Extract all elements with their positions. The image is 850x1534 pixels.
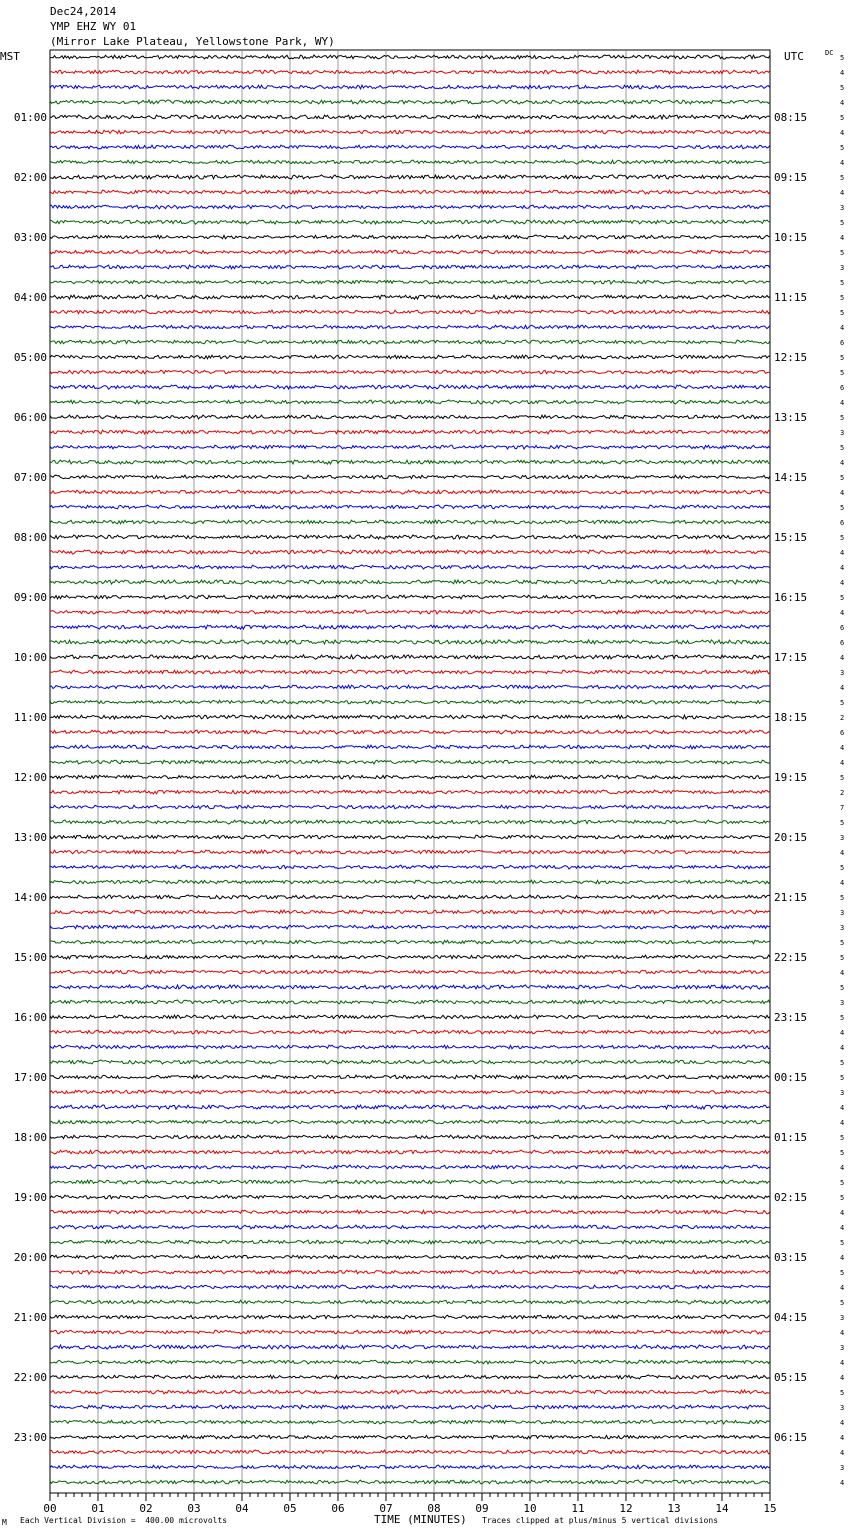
right-hour-label: 14:15 xyxy=(774,471,808,484)
seismic-trace xyxy=(50,1090,770,1094)
seismic-trace xyxy=(50,1135,770,1139)
x-tick-label: 14 xyxy=(715,1502,729,1515)
left-hour-label: 20:00 xyxy=(13,1251,47,1264)
dc-value: 4 xyxy=(840,1419,845,1427)
seismic-trace xyxy=(50,1240,770,1244)
seismic-trace xyxy=(50,970,770,974)
left-hour-label: 07:00 xyxy=(13,471,47,484)
dc-value: 4 xyxy=(840,969,845,977)
dc-value: 4 xyxy=(840,1254,845,1262)
dc-value: 3 xyxy=(840,669,845,677)
left-hour-label: 03:00 xyxy=(13,231,47,244)
seismic-trace xyxy=(50,295,770,299)
seismic-trace xyxy=(50,1195,770,1199)
right-hour-label: 04:15 xyxy=(774,1311,808,1324)
seismic-trace xyxy=(50,880,770,884)
seismic-trace xyxy=(50,115,770,119)
time-axis xyxy=(43,1493,776,1515)
dc-value: 3 xyxy=(840,429,845,437)
right-hour-label: 21:15 xyxy=(774,891,808,904)
dc-value: 5 xyxy=(840,1269,845,1277)
dc-value: 4 xyxy=(840,189,845,197)
seismic-trace xyxy=(50,670,770,674)
dc-value: 5 xyxy=(840,54,845,62)
dc-value: 4 xyxy=(840,579,845,587)
dc-value: 5 xyxy=(840,1194,845,1202)
x-tick-label: 04 xyxy=(235,1502,249,1515)
seismic-trace xyxy=(50,310,770,314)
dc-value: 5 xyxy=(840,594,845,602)
left-hour-label: 21:00 xyxy=(13,1311,47,1324)
dc-value: 3 xyxy=(840,204,845,212)
dc-value: 6 xyxy=(840,384,845,392)
right-hour-label: 09:15 xyxy=(774,171,808,184)
dc-value: 5 xyxy=(840,1239,845,1247)
left-hour-label: 13:00 xyxy=(13,831,47,844)
dc-value: 4 xyxy=(840,399,845,407)
left-timezone-label: MST xyxy=(0,50,20,63)
dc-value: 4 xyxy=(840,1224,845,1232)
dc-value: 5 xyxy=(840,864,845,872)
x-tick-label: 13 xyxy=(667,1502,681,1515)
dc-value: 3 xyxy=(840,999,845,1007)
dc-value: 4 xyxy=(840,564,845,572)
left-hour-label: 09:00 xyxy=(13,591,47,604)
dc-value: 4 xyxy=(840,234,845,242)
dc-value: 4 xyxy=(840,1029,845,1037)
dc-value: 5 xyxy=(840,414,845,422)
x-tick-label: 00 xyxy=(43,1502,57,1515)
right-hour-label: 05:15 xyxy=(774,1371,808,1384)
seismic-trace xyxy=(50,775,770,779)
dc-value: 4 xyxy=(840,1104,845,1112)
left-hour-label: 06:00 xyxy=(13,411,47,424)
seismic-trace xyxy=(50,100,770,104)
right-hour-label: 08:15 xyxy=(774,111,808,124)
dc-value: 4 xyxy=(840,1119,845,1127)
right-hour-label: 15:15 xyxy=(774,531,808,544)
right-hour-label: 01:15 xyxy=(774,1131,808,1144)
dc-value: 5 xyxy=(840,1179,845,1187)
seismic-trace xyxy=(50,685,770,689)
x-tick-label: 08 xyxy=(427,1502,441,1515)
seismic-trace xyxy=(50,655,770,659)
dc-value: 4 xyxy=(840,159,845,167)
dc-value: 4 xyxy=(840,129,845,137)
seismic-trace xyxy=(50,415,770,419)
dc-value: 4 xyxy=(840,759,845,767)
dc-value: 5 xyxy=(840,1134,845,1142)
dc-value: 4 xyxy=(840,69,845,77)
dc-value: 4 xyxy=(840,1209,845,1217)
dc-value: 5 xyxy=(840,444,845,452)
seismic-trace xyxy=(50,190,770,194)
seismic-trace xyxy=(50,1300,770,1304)
seismic-trace xyxy=(50,1225,770,1229)
dc-value: 3 xyxy=(840,909,845,917)
dc-value: 3 xyxy=(840,1464,845,1472)
dc-value: 5 xyxy=(840,219,845,227)
left-hour-label: 08:00 xyxy=(13,531,47,544)
dc-value: 4 xyxy=(840,489,845,497)
dc-value: 5 xyxy=(840,279,845,287)
dc-value: 4 xyxy=(840,1449,845,1457)
seismic-trace xyxy=(50,925,770,929)
seismic-trace xyxy=(50,1405,770,1409)
seismic-trace xyxy=(50,700,770,704)
seismic-trace xyxy=(50,1375,770,1379)
left-hour-label: 11:00 xyxy=(13,711,47,724)
left-hour-label: 01:00 xyxy=(13,111,47,124)
seismic-trace xyxy=(50,1420,770,1424)
dc-value: 5 xyxy=(840,1149,845,1157)
seismic-trace xyxy=(50,1030,770,1034)
seismic-trace xyxy=(50,205,770,209)
seismic-trace xyxy=(50,1255,770,1259)
x-tick-label: 05 xyxy=(283,1502,297,1515)
dc-value: 6 xyxy=(840,339,845,347)
dc-value: 4 xyxy=(840,549,845,557)
seismic-trace xyxy=(50,730,770,734)
seismic-trace xyxy=(50,1450,770,1454)
right-hour-label: 12:15 xyxy=(774,351,808,364)
dc-value: 5 xyxy=(840,699,845,707)
dc-header-label: DC xyxy=(825,49,834,57)
seismic-trace xyxy=(50,1000,770,1004)
left-hour-label: 16:00 xyxy=(13,1011,47,1024)
seismic-trace xyxy=(50,745,770,749)
dc-value: 5 xyxy=(840,774,845,782)
right-hour-label: 02:15 xyxy=(774,1191,808,1204)
seismic-trace xyxy=(50,70,770,74)
seismic-trace xyxy=(50,460,770,464)
dc-value: 6 xyxy=(840,639,845,647)
right-hour-label: 10:15 xyxy=(774,231,808,244)
dc-value: 3 xyxy=(840,1089,845,1097)
dc-value: 4 xyxy=(840,849,845,857)
left-hour-label: 23:00 xyxy=(13,1431,47,1444)
dc-value: 5 xyxy=(840,1014,845,1022)
dc-value: 5 xyxy=(840,1059,845,1067)
left-hour-label: 12:00 xyxy=(13,771,47,784)
dc-value: 6 xyxy=(840,624,845,632)
dc-value: 4 xyxy=(840,879,845,887)
dc-value: 5 xyxy=(840,294,845,302)
dc-value: 3 xyxy=(840,1344,845,1352)
left-hour-label: 19:00 xyxy=(13,1191,47,1204)
dc-value: 4 xyxy=(840,1479,845,1487)
dc-value: 4 xyxy=(840,1284,845,1292)
seismic-trace xyxy=(50,1045,770,1049)
seismic-trace xyxy=(50,835,770,839)
seismic-trace xyxy=(50,475,770,479)
left-hour-label: 22:00 xyxy=(13,1371,47,1384)
dc-value: 5 xyxy=(840,84,845,92)
seismic-trace xyxy=(50,1480,770,1484)
right-timezone-label: UTC xyxy=(784,50,804,63)
seismic-trace xyxy=(50,1165,770,1169)
seismic-trace xyxy=(50,595,770,599)
seismic-trace xyxy=(50,715,770,719)
dc-value: 5 xyxy=(840,534,845,542)
seismic-trace xyxy=(50,1390,770,1394)
dc-value: 5 xyxy=(840,1299,845,1307)
seismic-trace xyxy=(50,325,770,329)
right-hour-label: 23:15 xyxy=(774,1011,808,1024)
seismic-trace xyxy=(50,385,770,389)
seismic-trace xyxy=(50,940,770,944)
x-tick-label: 12 xyxy=(619,1502,633,1515)
dc-value: 5 xyxy=(840,309,845,317)
left-hour-label: 02:00 xyxy=(13,171,47,184)
seismic-trace xyxy=(50,145,770,149)
seismic-trace xyxy=(50,760,770,764)
dc-value: 4 xyxy=(840,684,845,692)
seismic-trace xyxy=(50,1105,770,1109)
seismic-trace xyxy=(50,955,770,959)
right-hour-label: 03:15 xyxy=(774,1251,808,1264)
dc-value: 3 xyxy=(840,264,845,272)
seismic-trace xyxy=(50,805,770,809)
left-hour-label: 18:00 xyxy=(13,1131,47,1144)
dc-value: 7 xyxy=(840,804,845,812)
dc-value: 4 xyxy=(840,459,845,467)
seismic-trace xyxy=(50,1075,770,1079)
seismic-trace xyxy=(50,820,770,824)
date-label: Dec24,2014 xyxy=(50,5,117,18)
seismic-trace xyxy=(50,1060,770,1064)
clip-label: Traces clipped at plus/minus 5 vertical divisions xyxy=(482,1516,719,1525)
dc-value: 2 xyxy=(840,789,845,797)
seismic-trace xyxy=(50,1345,770,1349)
dc-value: 3 xyxy=(840,1314,845,1322)
seismic-trace xyxy=(50,85,770,89)
seismic-trace xyxy=(50,235,770,239)
dc-values xyxy=(840,54,844,1487)
seismic-trace xyxy=(50,280,770,284)
dc-value: 5 xyxy=(840,1389,845,1397)
dc-value: 4 xyxy=(840,1374,845,1382)
seismic-trace xyxy=(50,55,770,59)
dc-value: 5 xyxy=(840,984,845,992)
seismic-trace xyxy=(50,1435,770,1439)
seismic-trace xyxy=(50,1270,770,1274)
dc-value: 4 xyxy=(840,744,845,752)
right-hour-label: 18:15 xyxy=(774,711,808,724)
dc-value: 4 xyxy=(840,1044,845,1052)
seismic-trace xyxy=(50,1210,770,1214)
seismic-trace xyxy=(50,520,770,524)
dc-value: 2 xyxy=(840,714,845,722)
seismic-trace xyxy=(50,580,770,584)
dc-value: 4 xyxy=(840,609,845,617)
dc-value: 5 xyxy=(840,819,845,827)
seismic-trace xyxy=(50,610,770,614)
seismic-trace xyxy=(50,895,770,899)
seismic-trace xyxy=(50,865,770,869)
dc-value: 5 xyxy=(840,144,845,152)
dc-value: 5 xyxy=(840,1074,845,1082)
left-hour-label: 14:00 xyxy=(13,891,47,904)
dc-value: 4 xyxy=(840,324,845,332)
seismic-trace xyxy=(50,1180,770,1184)
dc-value: 5 xyxy=(840,504,845,512)
seismic-trace xyxy=(50,1120,770,1124)
x-axis-label: TIME (MINUTES) xyxy=(374,1513,467,1526)
seismic-trace xyxy=(50,130,770,134)
right-hour-label: 17:15 xyxy=(774,651,808,664)
right-hour-label: 22:15 xyxy=(774,951,808,964)
right-hour-label: 16:15 xyxy=(774,591,808,604)
seismic-trace xyxy=(50,910,770,914)
x-tick-label: 11 xyxy=(571,1502,585,1515)
seismic-trace xyxy=(50,175,770,179)
dc-value: 5 xyxy=(840,354,845,362)
dc-value: 5 xyxy=(840,174,845,182)
seismic-trace xyxy=(50,1015,770,1019)
seismic-trace xyxy=(50,445,770,449)
seismic-trace xyxy=(50,1285,770,1289)
dc-value: 5 xyxy=(840,939,845,947)
left-hour-label: 10:00 xyxy=(13,651,47,664)
seismic-trace xyxy=(50,550,770,554)
seismic-trace xyxy=(50,1465,770,1469)
dc-value: 5 xyxy=(840,114,845,122)
footer-mark: M xyxy=(2,1518,7,1527)
x-tick-label: 09 xyxy=(475,1502,489,1515)
seismic-trace xyxy=(50,985,770,989)
dc-value: 4 xyxy=(840,1329,845,1337)
seismic-trace xyxy=(50,160,770,164)
dc-value: 5 xyxy=(840,474,845,482)
seismic-trace xyxy=(50,640,770,644)
dc-value: 4 xyxy=(840,1434,845,1442)
x-tick-label: 07 xyxy=(379,1502,393,1515)
seismic-trace xyxy=(50,790,770,794)
seismic-trace xyxy=(50,1330,770,1334)
right-hour-label: 06:15 xyxy=(774,1431,808,1444)
x-tick-label: 06 xyxy=(331,1502,345,1515)
x-tick-label: 15 xyxy=(763,1502,777,1515)
station-label: YMP EHZ WY 01 xyxy=(50,20,137,33)
left-hour-label: 04:00 xyxy=(13,291,47,304)
seismic-trace xyxy=(50,490,770,494)
dc-value: 5 xyxy=(840,954,845,962)
scale-label: Each Vertical Division = 400.00 microvolts xyxy=(20,1516,228,1525)
right-hour-label: 13:15 xyxy=(774,411,808,424)
dc-value: 4 xyxy=(840,99,845,107)
left-hour-label: 05:00 xyxy=(13,351,47,364)
seismic-trace xyxy=(50,535,770,539)
dc-value: 6 xyxy=(840,519,845,527)
seismic-trace xyxy=(50,265,770,269)
right-hour-label: 11:15 xyxy=(774,291,808,304)
left-hour-label: 15:00 xyxy=(13,951,47,964)
dc-value: 4 xyxy=(840,1164,845,1172)
dc-value: 4 xyxy=(840,654,845,662)
dc-value: 6 xyxy=(840,729,845,737)
seismic-trace xyxy=(50,1360,770,1364)
seismic-trace xyxy=(50,340,770,344)
dc-value: 5 xyxy=(840,249,845,257)
right-hour-label: 20:15 xyxy=(774,831,808,844)
seismic-trace xyxy=(50,430,770,434)
dc-value: 5 xyxy=(840,894,845,902)
dc-value: 3 xyxy=(840,924,845,932)
seismic-trace xyxy=(50,505,770,509)
seismic-trace xyxy=(50,400,770,404)
x-tick-label: 01 xyxy=(91,1502,105,1515)
left-hour-label: 17:00 xyxy=(13,1071,47,1084)
seismic-trace xyxy=(50,1150,770,1154)
seismic-trace xyxy=(50,355,770,359)
x-tick-label: 02 xyxy=(139,1502,153,1515)
seismic-trace xyxy=(50,1315,770,1319)
trace-lines xyxy=(50,55,770,1484)
seismic-trace xyxy=(50,565,770,569)
dc-value: 5 xyxy=(840,369,845,377)
dc-value: 3 xyxy=(840,1404,845,1412)
right-hour-label: 00:15 xyxy=(774,1071,808,1084)
location-label: (Mirror Lake Plateau, Yellowstone Park, WY) xyxy=(50,35,335,48)
dc-value: 3 xyxy=(840,834,845,842)
seismic-trace xyxy=(50,625,770,629)
seismic-trace xyxy=(50,370,770,374)
dc-value: 4 xyxy=(840,1359,845,1367)
right-hour-label: 19:15 xyxy=(774,771,808,784)
seismic-trace xyxy=(50,850,770,854)
seismic-trace xyxy=(50,250,770,254)
seismic-trace xyxy=(50,220,770,224)
x-tick-label: 10 xyxy=(523,1502,537,1515)
x-tick-label: 03 xyxy=(187,1502,201,1515)
